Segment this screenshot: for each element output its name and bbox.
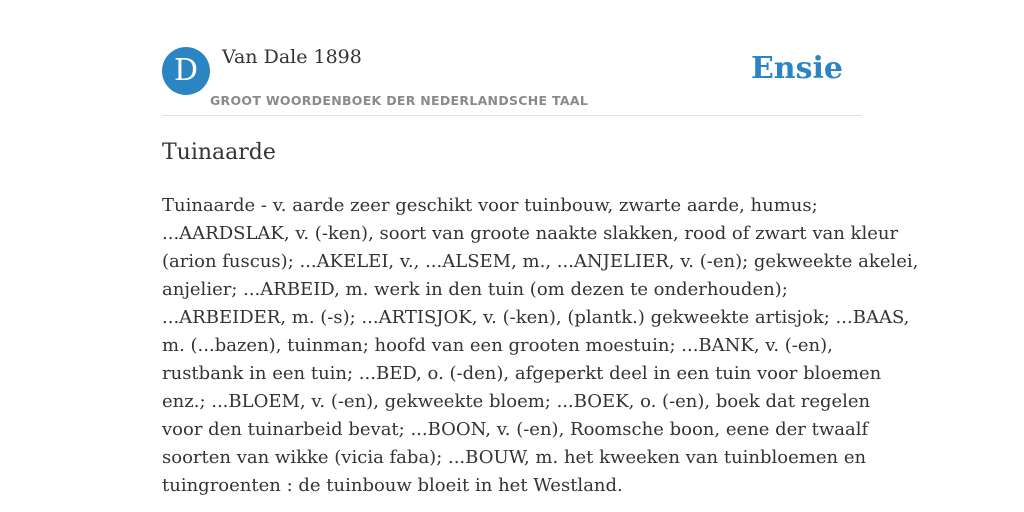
definition-line: Tuinaarde - v. aarde zeer geschikt voor tuinbouw, zwarte aarde, humus; [162,195,818,216]
definition-line: anjelier; ...ARBEID, m. werk in den tuin (om dezen te onderhouden); [162,279,788,300]
definition-line: soorten van wikke (vicia faba); ...BOUW, m. het kweeken van tuinbloemen en [162,447,867,468]
header-divider [162,115,862,116]
dictionary-subtitle: GROOT WOORDENBOEK DER NEDERLANDSCHE TAAL [210,93,589,108]
definition-line: m. (...bazen), tuinman; hoofd van een grooten moestuin; ...BANK, v. (-en), [162,335,833,356]
dictionary-name-link[interactable]: Van Dale 1898 [222,46,362,68]
entry-title: Tuinaarde [162,140,276,165]
definition-line: rustbank in een tuin; ...BED, o. (-den), afgeperkt deel in een tuin voor bloemen [162,363,882,384]
definition-line: tuingroenten : de tuinbouw bloeit in het Westland. [162,475,623,496]
definition-line: ...AARDSLAK, v. (-ken), soort van groote naakte slakken, rood of zwart van kleur [162,223,899,244]
definition-line: ...ARBEIDER, m. (-s); ...ARTISJOK, v. (-ken), (plantk.) gekweekte artisjok; ...BAAS, [162,307,910,328]
dictionary-avatar[interactable]: D [162,47,210,95]
definition-line: enz.; ...BLOEM, v. (-en), gekweekte bloem; ...BOEK, o. (-en), boek dat regelen [162,391,871,412]
definition-line: (arion fuscus); ...AKELEI, v., ...ALSEM, m., ...ANJELIER, v. (-en); gekweekte akelei, [162,251,919,272]
entry-definition [162,192,919,500]
definition-line: voor den tuinarbeid bevat; ...BOON, v. (-en), Roomsche boon, eene der twaalf [162,419,869,440]
brand-logo-link[interactable]: Ensie [750,51,843,86]
